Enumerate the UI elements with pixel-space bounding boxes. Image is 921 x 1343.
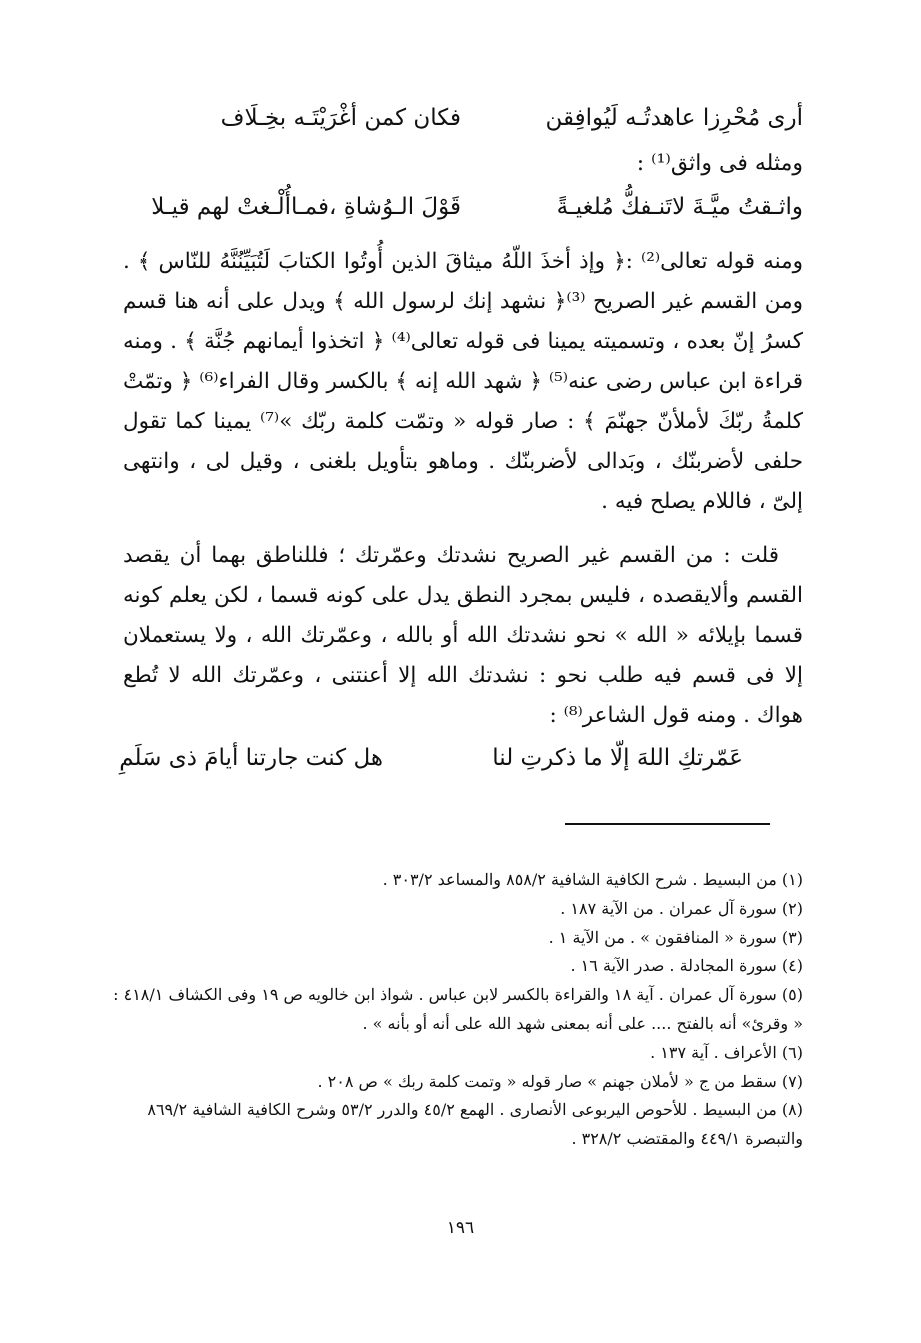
footnote-7: (٧) سقط من ج « لأملان جهنم » صار قوله « وتمت كلمة ربك » ص ٢٠٨ . [317,1071,803,1091]
footnote-6: (٦) الأعراف . آية ١٣٧ . [650,1042,803,1062]
paragraph-1-text: ومنه قوله تعالى⁽²⁾ :﴿ وإذ أخذَ اللّهُ ميثاقَ الذين أُوتُوا الكتابَ لَتُبَيِّنُنَّهُ للنّاس ﴾ . ومن القسم غير الصريح ⁽³⁾﴿ نشهد إنك لرسول الله ﴾ ويدل على أنه هنا قسم كسرُ إنّ بعده ، وتسميته يمينا فى قوله تعالى⁽⁴⁾ ﴿ اتخذوا أيمانهم جُنَّة ﴾ . ومنه قراءة ابن عباس رضى عنه⁽⁵⁾ ﴿ شهد الله إنه ﴾ بالكسر وقال الفراء⁽⁶⁾ ﴿ وتمّتْ كلمةُ ربّكَ لأملأنّ جهنّمَ ﴾ : صار قوله « وتمّت كلمة ربّك »⁽⁷⁾ يمينا كما تقول حلفى لأضربنّك ، وبَدالى لأضربنّك . وماهو بتأويل بلغنى ، وقيل لى ، وانتهى إلىّ ، فاللام يصلح فيه . [123,249,803,514]
footnote-5: (٥) سورة آل عمران . آية ١٨ والقراءة بالكسر لابن عباس . شواذ ابن خالويه ص ١٩ وفى الكشاف ٤١٨/١ : [113,985,803,1005]
verse-3-first-hemistich: عَمّرتكِ اللهَ إلّا ما ذكرتِ لنا [492,745,743,771]
verse-1 [0,105,921,139]
footnote-5-continuation: « وقرئ» أنه بالفتح .... على أنه بمعنى شهد الله على أنه أو بأنه » . [362,1013,803,1033]
witness-line: ومثله فى واثق⁽¹⁾ : [636,151,803,176]
verse-2 [0,194,921,228]
paragraph-1 [123,242,803,522]
footnote-3: (٣) سورة « المنافقون » . من الآية ١ . [548,927,803,947]
verse-2-first-hemistich: واثـقتُ ميَّـةَ لاتَنـفكُّ مُلغيـةً [556,194,803,220]
footnote-4: (٤) سورة المجادلة . صدر الآية ١٦ . [570,956,803,976]
footnote-8: (٨) من البسيط . للأحوص اليربوعى الأنصارى . الهمع ٤٥/٢ والدرر ٥٣/٢ وشرح الكافية الشافية ٨٦٩/٢ [147,1100,803,1120]
footnote-separator [565,823,770,825]
verse-2-second-hemistich: قَوْلَ الـوُشاةِ ،فمـاأُلْـغتْ لهم قيـلا [151,194,461,220]
paragraph-2 [123,536,803,736]
footnote-2: (٢) سورة آل عمران . من الآية ١٨٧ . [560,898,803,918]
verse-3 [0,745,921,779]
verse-1-second-hemistich: فكان كمن أغْرَيْتَـه بخِـلَاف [220,105,461,131]
page-number: ١٩٦ [446,1218,475,1238]
footnotes [103,866,803,1154]
verse-1-first-hemistich: أرى مُحْرِزا عاهدتُـه لَيُوافِقن [545,105,803,131]
footnote-1: (١) من البسيط . شرح الكافية الشافية ٨٥٨/٢ والمساعد ٣٠٣/٢ . [382,870,803,889]
verse-3-second-hemistich: هل كنت جارتنا أيامَ ذى سَلَمِ [119,745,383,771]
paragraph-2-text: قلت : من القسم غير الصريح نشدتك وعمّرتك ؛ فللناطق بهما أن يقصد القسم وألايقصده ، فليس بمجرد النطق يدل على كونه قسما ، لكن يعلم كونه قسما بإيلائه « الله » نحو نشدتك الله أو بالله ، وعمّرتك الله ، ولا يستعملان إلا فى قسم فيه طلب نحو : نشدتك الله إلا أعنتنى ، وعمّرتك الله لا تُطع هواك . ومنه قول الشاعر⁽⁸⁾ : [123,543,803,728]
footnote-8-continuation: والتبصرة ٤٤٩/١ والمقتضب ٣٢٨/٢ . [571,1129,803,1149]
